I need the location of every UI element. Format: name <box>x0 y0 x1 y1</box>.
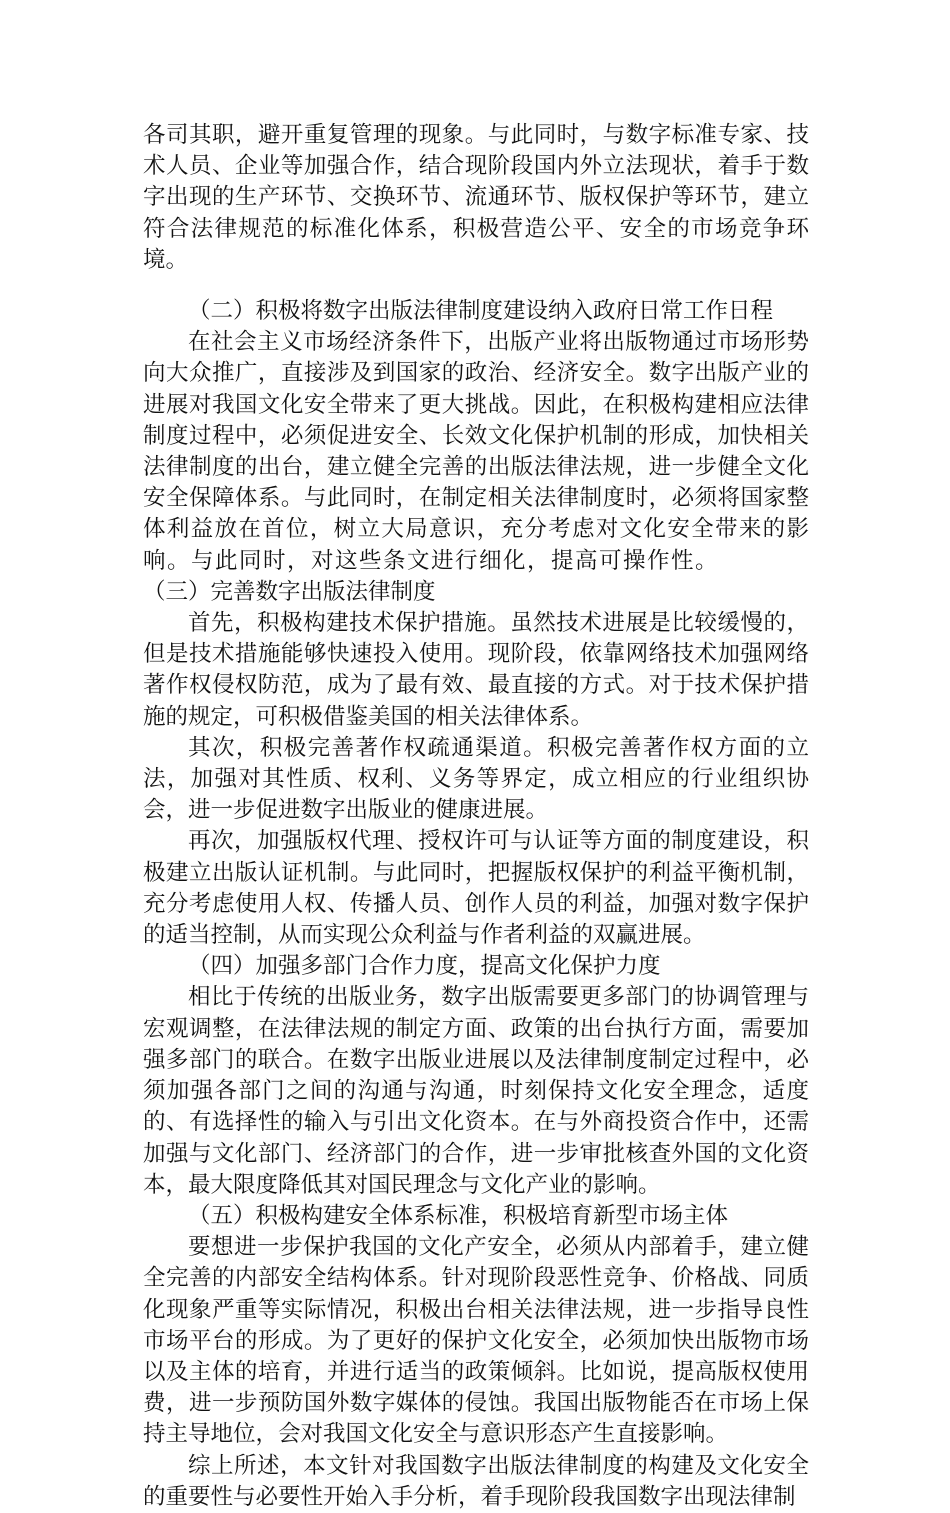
document-page <box>143 120 809 1513</box>
section-heading-3: （三）完善数字出版法律制度 <box>143 578 436 605</box>
paragraph-spacer <box>143 276 809 296</box>
paragraph-section-2-text: 在社会主义市场经济条件下，出版产业将出版物通过市场形势向大众推广，直接涉及到国家的政治、经济安全。数字出版产业的进展对我国文化安全带来了更大挑战。因此，在积极构建相应法律制度过程中，必须促进安全、长效文化保护机制的形成，加快相关法律制度的出台，建立健全完善的出版法律法规，进一步健全文化安全保障体系。与此同时，在制定相关法律制度时，必须将国家整体利益放在首位，树立大局意识，充分考虑对文化安全带来的影响。与此同时，对这些条文进行细化，提高可操作性。 <box>143 329 809 574</box>
paragraph-section-4: 相比于传统的出版业务，数字出版需要更多部门的协调管理与宏观调整，在法律法规的制定方面、政策的出台执行方面，需要加强多部门的联合。在数字出版业进展以及法律制度制定过程中，必须加强各部门之间的沟通与沟通，时刻保持文化安全理念，适度的、有选择性的输入与引出文化资本。在与外商投资合作中，还需加强与文化部门、经济部门的合作，进一步审批核查外国的文化资本，最大限度降低其对国民理念与文化产业的影响。 <box>143 984 809 1198</box>
paragraph-section-3-third: 再次，加强版权代理、授权许可与认证等方面的制度建设，积极建立出版认证机制。与此同时，把握版权保护的利益平衡机制，充分考虑使用人权、传播人员、创作人员的利益，加强对数字保护的适当控制，从而实现公众利益与作者利益的双赢进展。 <box>143 828 809 949</box>
section-heading-2: （二）积极将数字出版法律制度建设纳入政府日常工作日程 <box>188 298 774 325</box>
paragraph-intro: 各司其职，避开重复管理的现象。与此同时，与数字标准专家、技术人员、企业等加强合作，结合现阶段国内外立法现状，着手于数字出现的生产环节、交换环节、流通环节、版权保护等环节，建立符合法律规范的标准化体系，积极营造公平、安全的市场竞争环境。 <box>143 122 809 273</box>
paragraph-section-5: 要想进一步保护我国的文化产安全，必须从内部着手，建立健全完善的内部安全结构体系。针对现阶段恶性竞争、价格战、同质化现象严重等实际情况，积极出台相关法律法规，进一步指导良性市场平台的形成。为了更好的保护文化安全，必须加快出版物市场以及主体的培育，并进行适当的政策倾斜。比如说，提高版权使用费，进一步预防国外数字媒体的侵蚀。我国出版物能否在市场上保持主导地位，会对我国文化安全与意识形态产生直接影响。 <box>143 1234 809 1448</box>
paragraph-section-3-second: 其次，积极完善著作权疏通渠道。积极完善著作权方面的立法，加强对其性质、权利、义务等界定，成立相应的行业组织协会，进一步促进数字出版业的健康进展。 <box>143 734 809 824</box>
paragraph-section-2 <box>143 327 809 608</box>
section-heading-4: （四）加强多部门合作力度，提高文化保护力度 <box>188 953 661 980</box>
paragraph-section-3-first: 首先，积极构建技术保护措施。虽然技术进展是比较缓慢的，但是技术措施能够快速投入使用。现阶段，依靠网络技术加强网络著作权侵权防范，成为了最有效、最直接的方式。对于技术保护措施的规定，可积极借鉴美国的相关法律体系。 <box>143 610 809 730</box>
section-heading-5: （五）积极构建安全体系标准，积极培育新型市场主体 <box>188 1202 729 1229</box>
paragraph-conclusion: 综上所述，本文针对我国数字出版法律制度的构建及文化安全的重要性与必要性开始入手分析，着手现阶段我国数字出现法律制 <box>143 1452 809 1510</box>
